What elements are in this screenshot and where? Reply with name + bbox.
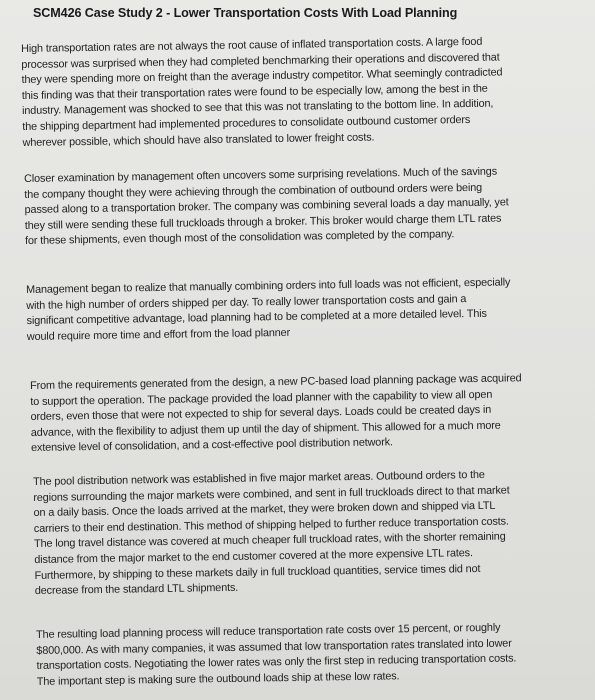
paragraph-line: the shipping department had implemented procedures to consolidate outbound customer orders	[22, 113, 471, 133]
paragraph-line: The resulting load planning process will reduce transportation rate costs over 15 percent, or roughly	[36, 621, 501, 641]
paragraph-line: decrease from the standard LTL shipments.	[34, 581, 239, 598]
paragraph-line: with the high number of orders shipped per day. To really lower transportation costs and gain a	[26, 292, 467, 312]
paragraph-1	[21, 34, 503, 151]
paragraph-line: processor was surprised when they had completed benchmarking their operations and discovered that	[21, 51, 500, 71]
paragraph-line: carriers to their end destination. This method of shipping helped to further reduce transportation costs.	[33, 515, 509, 535]
paragraph-line: distance from the major market to the end customer covered at the more expensive LTL rates.	[34, 547, 473, 566]
paragraph-line: for these shipments, even though most of the consolidation was completed by the company.	[24, 228, 455, 248]
paragraph-line: Management began to realize that manually combining orders into full loads was not efficient, especially	[26, 276, 511, 296]
paragraph-line: regions surrounding the major markets were combined, and sent in full truckloads direct to that market	[33, 484, 510, 504]
document-title: SCM426 Case Study 2 - Lower Transportation Costs With Load Planning	[33, 6, 458, 20]
paragraph-6	[36, 620, 517, 690]
paragraph-line: extensive level of consolidation, and a cost-effective pool distribution network.	[30, 436, 393, 455]
paragraph-line: the company thought they were achieving through the combination of outbound orders were being	[24, 181, 483, 201]
paragraph-3	[26, 275, 511, 345]
paragraph-line: The pool distribution network was established in five major market areas. Outbound orders to the	[33, 468, 485, 488]
paragraph-line: significant competitive advantage, load planning had to be completed at a more detailed level. This	[26, 307, 487, 328]
paragraph-line: they still were sending these full truckloads through a broker. This broker would charge them LTL rates	[24, 212, 502, 232]
paragraph-line: to support the operation. The package provided the load planner with the capability to view all open	[30, 388, 493, 408]
paragraph-line: would require more time and effort from the load planner	[26, 326, 291, 343]
paragraph-line: $800,000. As with many companies, it was assumed that low transportation rates translated into lower	[36, 637, 512, 657]
paragraph-line: Furthermore, by shipping to these markets daily in full truckload quantities, service times did not	[34, 562, 481, 582]
paragraph-5	[33, 468, 511, 600]
paragraph-4	[30, 371, 523, 457]
paragraph-line: industry. Management was shocked to see that this was not translating to the bottom line. In addition,	[21, 97, 494, 118]
paragraph-line: High transportation rates are not always the root cause of inflated transportation costs. A large food	[21, 35, 483, 55]
paragraph-line: transportation costs. Negotiating the lower rates was only the first step in reducing transportation costs.	[36, 652, 517, 673]
paragraph-2	[24, 164, 509, 250]
paragraph-line: passed along to a transportation broker. The company was combining several loads a day manually, yet	[24, 196, 509, 217]
paragraph-line: orders, even those that were not expected to ship for several days. Loads could be created days in	[30, 403, 492, 424]
paragraph-line: The long travel distance was covered at much cheaper full truckload rates, with the shorter remaining	[33, 530, 506, 551]
paragraph-line: this finding was that their transportation rates were found to be especially low, among the best in the	[21, 82, 488, 102]
paragraph-line: From the requirements generated from the design, a new PC-based load planning package was acquired	[30, 372, 522, 392]
paragraph-line: The important step is making sure the outbound loads ship at these low rates.	[36, 670, 400, 688]
paragraph-line: wherever possible, which should have also translated to lower freight costs.	[22, 131, 375, 149]
paragraph-line: Closer examination by management often uncovers some surprising revelations. Much of the savings	[24, 165, 498, 185]
paragraph-line: advance, with the flexibility to adjust them up until the day of shipment. This allowed for a much more	[30, 419, 501, 439]
paragraph-line: they were spending more on freight than the average industry competitor. What seemingly contradicted	[21, 66, 503, 87]
paragraph-line: on a daily basis. Once the loads arrived at the market, they were broken down and shipped via LTL	[33, 499, 496, 520]
